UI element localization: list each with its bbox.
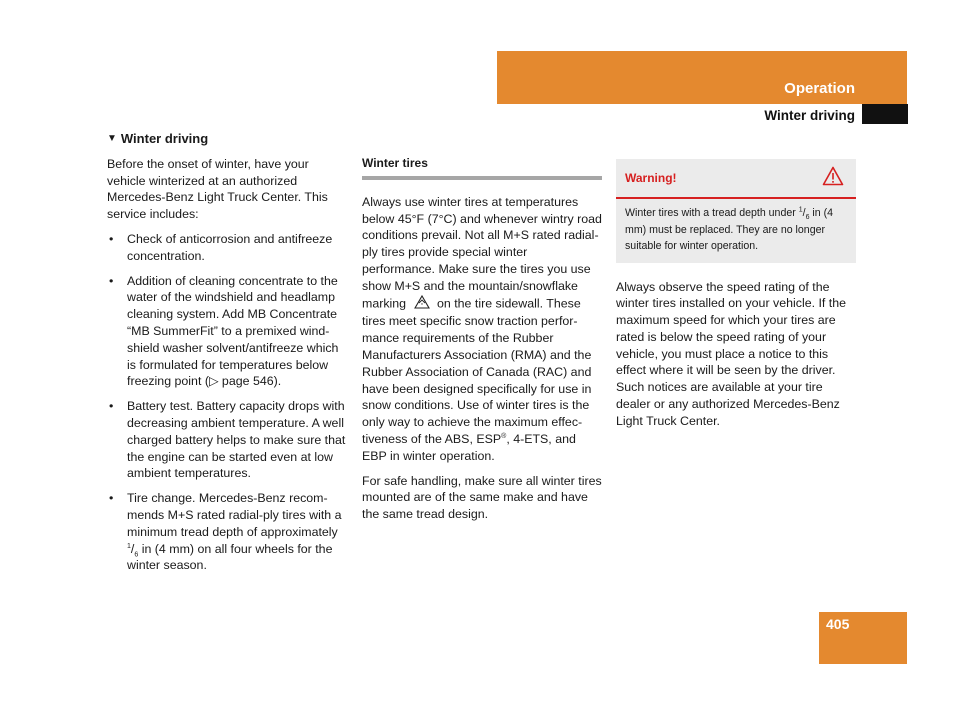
warning-text: Winter tires with a tread depth under — [625, 207, 799, 219]
section-heading-label: Winter driving — [120, 131, 209, 146]
bullet-icon: • — [109, 399, 114, 414]
mountain-snowflake-icon — [414, 295, 430, 314]
list-item — [107, 398, 349, 482]
page-number-box — [819, 612, 907, 664]
list-item-text: Battery test. Battery capacity drops with decreasing ambient temperature. A well charged battery helps to make sure that the engine can be started even at low ambient temperatures. — [127, 399, 346, 481]
list-item-text: Addition of cleaning concentrate to the water of the windshield and headlamp cleaning system. Add MB Concentrate “MB SummerFit” to a premixed wind-shield washer solvent/antifreeze which is formulated for temperatures below freezing point (▷ page 546). — [127, 273, 339, 389]
subsection-tab — [862, 104, 908, 124]
page-number: 405 — [826, 616, 850, 632]
service-list — [107, 231, 349, 574]
bullet-icon: • — [109, 273, 114, 288]
warning-text-end: in (4 mm) must be replaced. They are no longer suitable for winter operation. — [625, 207, 834, 252]
paragraph-text: Always use winter tires at temperatures below 45°F (7°C) and whenever wintry road conditions prevail. Not all M+S rated radial-ply tires provide special winter performance. Make sure the tires you use show M+S and the mountain/snowflake marking — [362, 194, 602, 311]
safe-handling-paragraph: For safe handling, make sure all winter tires mounted are of the same make and have the same tread design. — [362, 473, 602, 522]
triangle-down-icon: ▼ — [107, 133, 117, 144]
list-item-text: Check of anticorrosion and antifreeze concentration. — [127, 231, 333, 263]
fraction-numerator: 1 — [127, 542, 131, 550]
list-item: • Tire change. Mercedes-Benz recom-mends M+S rated radial-ply tires with a minimum tread depth of approximately $^1/_6$ in (4 mm) on all four wheels for the winter season. — [109, 491, 342, 573]
speed-rating-paragraph: Always observe the speed rating of the winter tires installed on your vehicle. If the maximum speed for which your tires are rated is below the speed rating of your vehicle, you must place a notice to this effect where it will be seen by the driver. Such notices are available at your tire dealer or any authorized Mercedes-Benz Light Truck Center. — [616, 279, 847, 428]
column-middle — [362, 155, 602, 531]
intro-paragraph: Before the onset of winter, have your vehicle winterized at an authorized Mercedes-Benz Light Truck Center. This service includes: — [107, 156, 328, 222]
paragraph-text: , 4-ETS, and EBP in winter operation. — [362, 431, 576, 463]
svg-text:*: * — [420, 302, 423, 309]
fraction-denominator: 6 — [805, 214, 810, 222]
header-bar — [497, 51, 907, 104]
section-title: Operation — [784, 80, 855, 97]
section-heading — [107, 131, 349, 148]
column-right — [616, 159, 856, 438]
warning-triangle-icon — [822, 166, 844, 191]
subsection-title: Winter driving — [764, 108, 855, 123]
paragraph-text: on the tire sidewall. These tires meet specific snow traction perfor-mance requirements of the Rubber Manufacturers Association (RMA) and the Rubber Association of Canada (RAC) and have been designed specifically for use in snow conditions. Use of winter tires is the only way to achieve the maximum effec-tiveness of the ABS, ESP — [362, 296, 592, 446]
bullet-icon: • — [109, 491, 114, 506]
warning-box — [616, 159, 856, 263]
bullet-icon: • — [109, 231, 114, 246]
fraction-numerator: 1 — [798, 206, 803, 214]
column-left — [107, 131, 349, 582]
list-item — [107, 231, 349, 265]
list-item-text-end: in (4 mm) on all four wheels for the winter season. — [127, 541, 333, 573]
warning-title: Warning! — [625, 170, 677, 185]
list-item — [107, 273, 349, 391]
warning-body: Winter tires with a tread depth under $^1/_6$ in (4 mm) must be replaced. They are no longer suitable for winter operation. — [625, 206, 834, 252]
winter-tires-heading: Winter tires — [362, 155, 602, 180]
registered-mark: ® — [501, 432, 507, 440]
warning-header — [616, 159, 856, 199]
list-item-text: Tire change. Mercedes-Benz recom-mends M+S rated radial-ply tires with a minimum tread depth of approximately — [127, 491, 342, 539]
fraction-denominator: 6 — [134, 551, 139, 558]
winter-tires-paragraph — [362, 194, 602, 465]
